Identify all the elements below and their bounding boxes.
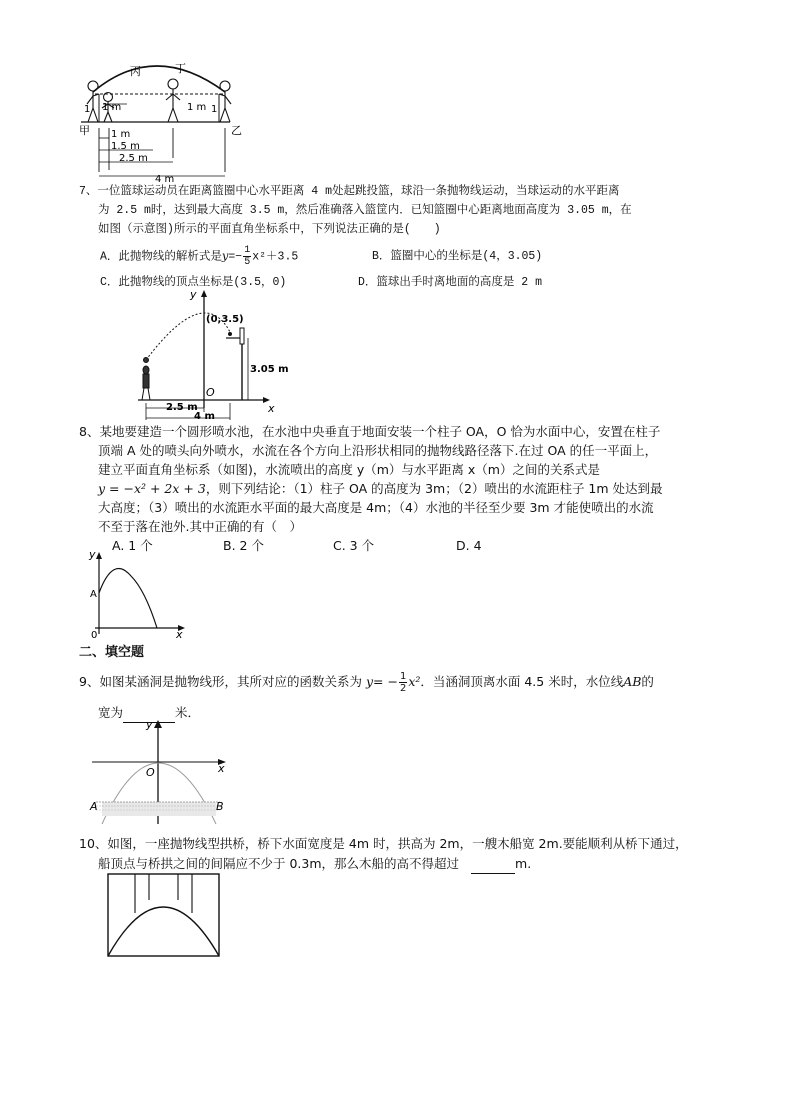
q9-line2: 宽为 米． [98,703,200,723]
dim-h-right: 1 m [187,102,207,113]
q7-option-b[interactable]: B．篮圈中心的坐标是(4，3.05) [372,250,543,263]
culvert-axis-y: y [146,718,153,731]
q9-line1: 9、如图某涵洞是抛物线形，其所对应的函数关系为 y= − $\frac{1}{2}$ x²．当涵洞顶离水面 4.5 米时，水位线AB的 [79,671,654,694]
label-ding: 丁 [175,62,186,75]
basket-axis-x: x [268,402,275,415]
rope-arc [93,66,225,92]
dim-vert-right: 1 [211,104,218,115]
culvert-origin: O [146,766,155,779]
q8-option-b[interactable]: B. 2 个 [223,538,264,553]
label-yi: 乙 [231,124,242,137]
fountain-label-a: A [90,589,97,600]
culvert-label-a: A [90,800,98,813]
basket-axis-y: y [190,288,197,301]
player [142,358,150,401]
basket-vertex-label: (0,3.5) [206,314,244,325]
fountain-axis-y: y [89,548,96,561]
q10-line2: 船顶点与桥拱之间的间隔应不少于 0.3m，那么木船的高不得超过 m. [98,854,531,874]
q8-line1: 8、某地要建造一个圆形喷水池，在水池中央垂直于地面安装一个柱子 OA，O 恰为水面中心，安置在柱子 [79,424,661,439]
culvert-label-b: B [216,800,224,813]
backboard [240,328,244,344]
q7-line3: 如图（示意图)所示的平面直角坐标系中，下列说法正确的是( ) [98,223,441,236]
q7-option-d[interactable]: D．篮球出手时离地面的高度是 2 m [358,276,543,289]
q8-line3: 建立平面直角坐标系（如图)，水流喷出的高度 y（m）与水平距离 x（m）之间的关系式是 [98,462,600,477]
fountain-figure [85,550,190,640]
basket-height-label: 3.05 m [250,364,289,375]
q7-line2: 为 2.5 m时，达到最大高度 3.5 m，然后准确落入篮筐内．已知篮圈中心距离地面高度为 3.05 m，在 [98,204,632,217]
person-ding [166,79,180,122]
fraction: $\frac{1}{5}$ [244,245,251,268]
q7-option-a-pre: A．此抛物线的解析式是 [100,250,222,264]
basket-dim-4m: 4 m [194,411,215,422]
fountain-axis-x: x [176,628,183,641]
person-yi [219,81,231,122]
bridge-arch [108,907,219,956]
answer-blank[interactable] [471,854,515,874]
bridge-frame [108,874,219,956]
dim-h-left: 1 m [102,102,122,113]
dim-2-5m: 2.5 m [119,153,148,164]
basketball-figure [130,288,289,423]
arch-bridge-figure [107,873,222,961]
q8-line5: 大高度；（3）喷出的水流距水平面的最大高度是 4m；（4）水池的半径至少要 3m 才能使喷出的水流 [98,500,654,515]
q8-option-d[interactable]: D. 4 [456,538,482,553]
q8-option-a[interactable]: A. 1 个 [112,538,153,553]
q8-line2: 顶端 A 处的喷头向外喷水，水流在各个方向上沿形状相同的抛物线路径落下.在过 OA 的任一平面上， [98,443,658,458]
fountain-label-o: 0 [91,630,98,641]
water-parabola [99,569,157,628]
q7-option-a[interactable]: A．此抛物线的解析式是y=− $\frac{1}{5}$ x²＋3.5 [100,245,299,268]
people-rope-figure [75,0,245,185]
q8-line4: y = −x² + 2x + 3，则下列结论：（1）柱子 OA 的高度为 3m；（2）喷出的水流距柱子 1m 处达到最 [98,481,663,496]
label-bing: 丙 [130,65,141,78]
q7-option-c[interactable]: C．此抛物线的顶点坐标是(3.5，0) [100,276,287,289]
label-jia: 甲 [79,124,90,137]
dim-1-5m: 1.5 m [111,141,140,152]
culvert-figure [88,716,238,828]
q8-line6: 不至于落在池外.其中正确的有（ ） [98,519,302,534]
q8-equation: y = −x² + 2x + 3 [98,481,206,496]
fraction: $\frac{1}{2}$ [399,671,407,694]
culvert-axis-x: x [218,762,225,775]
person-jia [87,81,99,122]
water-area [102,802,216,816]
q10-line1: 10、如图，一座抛物线型拱桥，桥下水面宽度是 4m 时，拱高为 2m，一艘木船宽 2m.要能顺利从桥下通过， [79,836,688,851]
basket-origin: O [206,386,215,399]
dim-vert-left: 1 [84,104,91,115]
dim-1m: 1 m [111,129,131,140]
section-title: 二、填空题 [79,645,145,660]
q8-option-c[interactable]: C. 3 个 [333,538,375,553]
basket-dim-2-5m: 2.5 m [166,402,198,413]
dim-4m: 4 m [155,174,175,185]
q7-line1: 7、一位篮球运动员在距离篮圈中心水平距离 4 m处起跳投篮，球沿一条抛物线运动，当球运动的水平距离 [79,185,620,198]
